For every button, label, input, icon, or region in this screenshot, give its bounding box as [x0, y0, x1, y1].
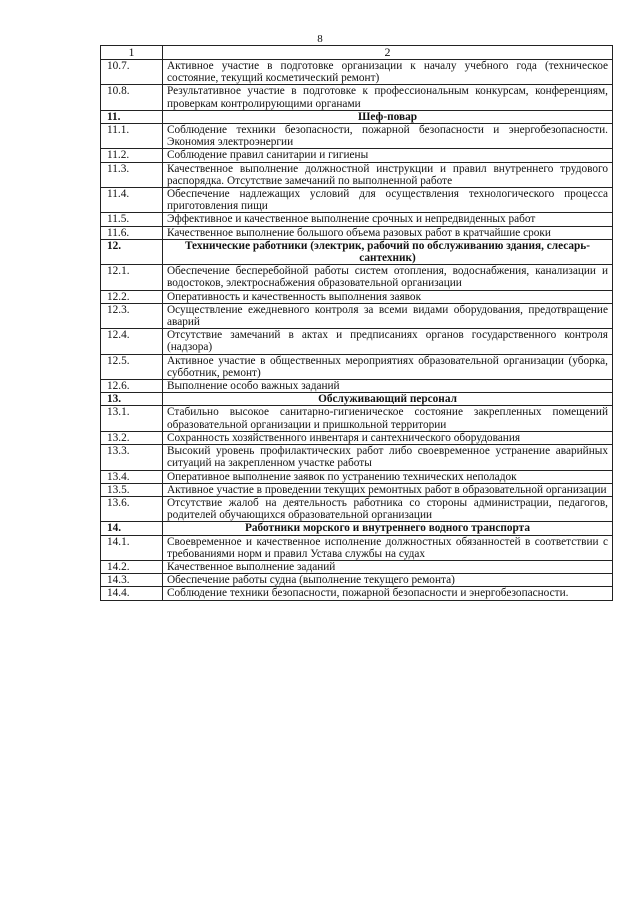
table-row — [101, 124, 613, 149]
section-number: 14. — [101, 522, 163, 535]
item-number: 11.5. — [101, 213, 163, 226]
table-row — [101, 574, 613, 587]
table-row — [101, 380, 613, 393]
item-number: 13.3. — [101, 445, 163, 470]
table-row — [101, 445, 613, 470]
item-number: 10.7. — [101, 60, 163, 85]
table-row — [101, 496, 613, 521]
item-number: 13.4. — [101, 470, 163, 483]
section-title: Шеф-повар — [163, 110, 613, 123]
item-text: Оперативность и качественность выполнения заявок — [163, 290, 613, 303]
section-title: Технические работники (электрик, рабочий по обслуживанию здания, слесарь-сантехник) — [163, 239, 613, 264]
table-row — [101, 188, 613, 213]
section-row — [101, 522, 613, 535]
table-row — [101, 149, 613, 162]
table-row — [101, 406, 613, 431]
table-row — [101, 303, 613, 328]
section-row — [101, 393, 613, 406]
item-number: 14.1. — [101, 535, 163, 560]
item-number: 14.4. — [101, 587, 163, 600]
item-text: Отсутствие жалоб на деятельность работника со стороны администрации, педагогов, родителей обучающихся образовательной организации — [163, 496, 613, 521]
item-number: 12.5. — [101, 354, 163, 379]
page-number: 8 — [317, 33, 323, 45]
column-header-number: 1 — [101, 46, 163, 60]
section-row — [101, 239, 613, 264]
table-row — [101, 226, 613, 239]
item-number: 11.6. — [101, 226, 163, 239]
section-title: Обслуживающий персонал — [163, 393, 613, 406]
item-text: Стабильно высокое санитарно-гигиеническое состояние закрепленных помещений образовательной организации и пришкольной территории — [163, 406, 613, 431]
item-text: Высокий уровень профилактических работ либо своевременное устранение аварийных ситуаций на закрепленном участке работы — [163, 445, 613, 470]
table-row — [101, 535, 613, 560]
item-number: 11.1. — [101, 124, 163, 149]
item-number: 14.3. — [101, 574, 163, 587]
item-number: 12.2. — [101, 290, 163, 303]
item-text: Эффективное и качественное выполнение срочных и непредвиденных работ — [163, 213, 613, 226]
item-number: 11.3. — [101, 162, 163, 187]
table-row — [101, 162, 613, 187]
item-number: 13.2. — [101, 431, 163, 444]
item-text: Активное участие в проведении текущих ремонтных работ в образовательной организации — [163, 483, 613, 496]
item-number: 10.8. — [101, 85, 163, 110]
section-row — [101, 110, 613, 123]
criteria-table-body — [101, 46, 613, 601]
item-text: Результативное участие в подготовке к профессиональным конкурсам, конференциям, проверкам контролирующими органами — [163, 85, 613, 110]
item-number: 12.3. — [101, 303, 163, 328]
item-text: Обеспечение надлежащих условий для осуществления технологического процесса приготовления пищи — [163, 188, 613, 213]
item-text: Сохранность хозяйственного инвентаря и сантехнического оборудования — [163, 431, 613, 444]
table-row — [101, 560, 613, 573]
item-text: Соблюдение техники безопасности, пожарной безопасности и энергобезопасности. Экономия электроэнергии — [163, 124, 613, 149]
table-row — [101, 265, 613, 290]
table-row — [101, 290, 613, 303]
column-header-text: 2 — [163, 46, 613, 60]
item-number: 14.2. — [101, 560, 163, 573]
item-text: Качественное выполнение заданий — [163, 560, 613, 573]
table-row — [101, 329, 613, 354]
table-row — [101, 431, 613, 444]
table-header-row — [101, 46, 613, 60]
item-text: Обеспечение работы судна (выполнение текущего ремонта) — [163, 574, 613, 587]
item-text: Активное участие в подготовке организации к началу учебного года (техническое состояние, текущий косметический ремонт) — [163, 60, 613, 85]
item-number: 12.1. — [101, 265, 163, 290]
item-text: Качественное выполнение должностной инструкции и правил внутреннего трудового распорядка. Отсутствие замечаний по выполненной работе — [163, 162, 613, 187]
table-row — [101, 354, 613, 379]
item-text: Активное участие в общественных мероприятиях образовательной организации (уборка, субботник, ремонт) — [163, 354, 613, 379]
item-text: Оперативное выполнение заявок по устранению технических неполадок — [163, 470, 613, 483]
item-text: Обеспечение бесперебойной работы систем отопления, водоснабжения, канализации и водостоков, электроснабжения образовательной организации — [163, 265, 613, 290]
table-row — [101, 587, 613, 600]
item-number: 12.4. — [101, 329, 163, 354]
item-number: 13.5. — [101, 483, 163, 496]
item-number: 11.4. — [101, 188, 163, 213]
item-text: Соблюдение техники безопасности, пожарной безопасности и энергобезопасности. — [163, 587, 613, 600]
table-row — [101, 213, 613, 226]
section-number: 12. — [101, 239, 163, 264]
item-text: Соблюдение правил санитарии и гигиены — [163, 149, 613, 162]
item-text: Отсутствие замечаний в актах и предписаниях органов государственного контроля (надзора) — [163, 329, 613, 354]
section-number: 13. — [101, 393, 163, 406]
item-number: 13.6. — [101, 496, 163, 521]
item-text: Выполнение особо важных заданий — [163, 380, 613, 393]
item-text: Осуществление ежедневного контроля за всеми видами оборудования, предотвращение аварий — [163, 303, 613, 328]
item-number: 12.6. — [101, 380, 163, 393]
section-number: 11. — [101, 110, 163, 123]
criteria-table — [100, 45, 613, 601]
table-row — [101, 60, 613, 85]
table-row — [101, 470, 613, 483]
table-row — [101, 483, 613, 496]
table-row — [101, 85, 613, 110]
item-number: 13.1. — [101, 406, 163, 431]
section-title: Работники морского и внутреннего водного транспорта — [163, 522, 613, 535]
item-number: 11.2. — [101, 149, 163, 162]
item-text: Качественное выполнение большого объема разовых работ в кратчайшие сроки — [163, 226, 613, 239]
item-text: Своевременное и качественное исполнение должностных обязанностей в соответствии с требованиями норм и правил Устава службы на судах — [163, 535, 613, 560]
